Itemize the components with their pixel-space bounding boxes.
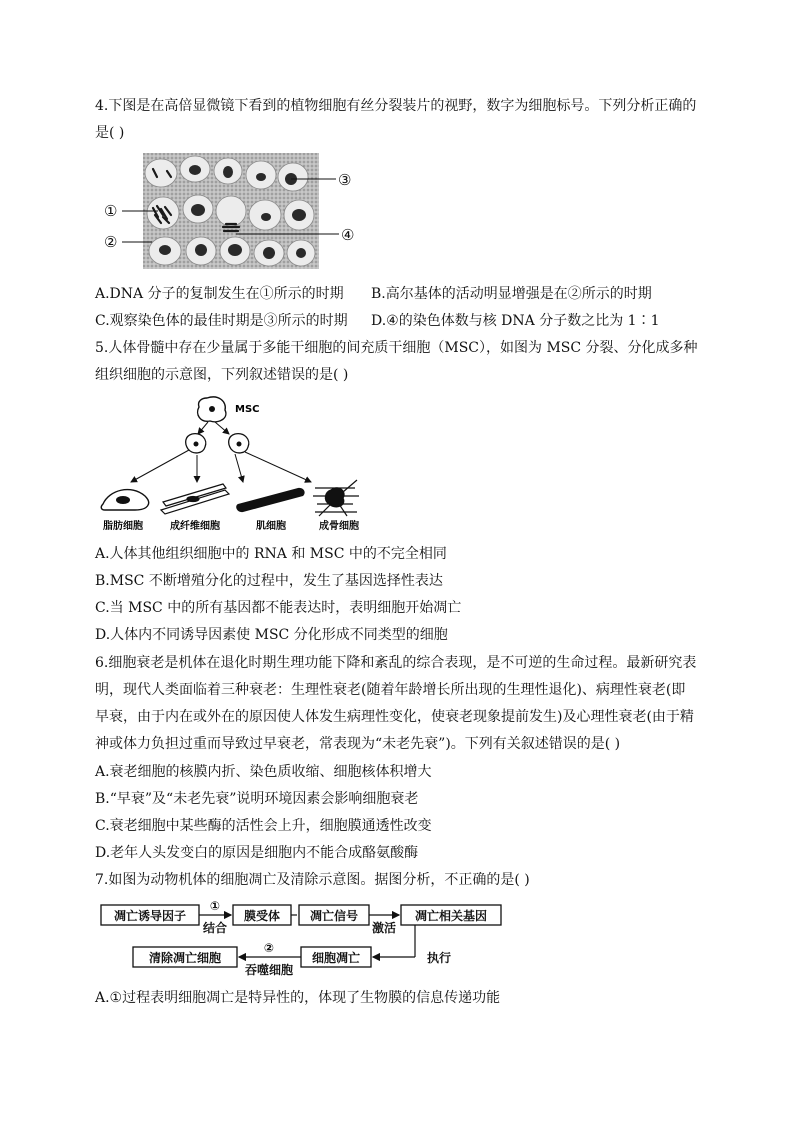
label-cell-1: ① — [104, 202, 118, 220]
label-cell-3: ③ — [338, 171, 352, 189]
step-2-marker: ② — [263, 941, 275, 955]
q4-option-d[interactable]: D.④的染色体数与核 DNA 分子数之比为 1∶1 — [371, 313, 660, 329]
q6-option-b[interactable]: B.“早衰”及“未老先衰”说明环境因素会影响细胞衰老 — [95, 791, 419, 807]
phagocyte-label: 吞噬细胞 — [244, 963, 294, 977]
q4-option-c[interactable]: C.观察染色体的最佳时期是③所示的时期 — [95, 313, 348, 329]
q4-option-b[interactable]: B.高尔基体的活动明显增强是在②所示的时期 — [371, 286, 652, 302]
msc-cell-icon — [198, 397, 226, 422]
apoptosis-flowchart — [95, 895, 515, 979]
box-clear-apoptotic-cells: 清除凋亡细胞 — [148, 951, 222, 965]
q6-stem-line1: 6.细胞衰老是机体在退化时期生理功能下降和紊乱的综合表现，是不可逆的生命过程。最新研究表 — [95, 655, 697, 671]
box-membrane-receptor: 膜受体 — [243, 909, 281, 923]
fibroblast-label: 成纤维细胞 — [170, 521, 220, 532]
q4-stem-line1: 4.下图是在高倍显微镜下看到的植物细胞有丝分裂装片的视野，数字为细胞标号。下列分析正确的 — [95, 98, 697, 114]
q5-stem-line2: 组织细胞的示意图，下列叙述错误的是( ) — [95, 367, 349, 383]
q5-option-d[interactable]: D.人体内不同诱导因素使 MSC 分化形成不同类型的细胞 — [95, 627, 448, 643]
step-1-marker: ① — [209, 899, 221, 913]
q7-stem: 7.如图为动物机体的细胞凋亡及清除示意图。据图分析，不正确的是( ) — [95, 872, 530, 888]
q6-option-c[interactable]: C.衰老细胞中某些酶的活性会上升，细胞膜通透性改变 — [95, 818, 432, 834]
daughter-cell-right — [229, 434, 249, 453]
msc-diagram — [95, 392, 375, 540]
q4-option-a[interactable]: A.DNA 分子的复制发生在①所示的时期 — [95, 286, 344, 302]
label-cell-2: ② — [104, 233, 118, 251]
osteoblast-label: 成骨细胞 — [319, 521, 359, 532]
box-apoptosis-inducer: 凋亡诱导因子 — [113, 909, 187, 923]
q6-stem-line2: 明，现代人类面临着三种衰老：生理性衰老(随着年龄增长所出现的生理性退化)、病理性衰老(即 — [95, 682, 686, 698]
q4-stem-line2: 是( ) — [95, 125, 125, 141]
q4-leader-lines — [0, 0, 794, 300]
q5-option-c[interactable]: C.当 MSC 中的所有基因都不能表达时，表明细胞开始凋亡 — [95, 600, 462, 616]
q6-option-a[interactable]: A.衰老细胞的核膜内折、染色质收缩、细胞核体积增大 — [95, 764, 432, 780]
fat-cell-icon — [101, 490, 148, 510]
muscle-cell-label: 肌细胞 — [256, 521, 286, 532]
label-cell-4: ④ — [341, 226, 355, 244]
q5-option-b[interactable]: B.MSC 不断增殖分化的过程中，发生了基因选择性表达 — [95, 573, 443, 589]
q6-option-d[interactable]: D.老年人头发变白的原因是细胞内不能合成酪氨酸酶 — [95, 845, 419, 861]
q6-stem-line4: 神或体力负担过重而导致过早衰老，常表现为“未老先衰”)。下列有关叙述错误的是( ) — [95, 736, 621, 752]
q6-stem-line3: 早衰，由于内在或外在的原因使人体发生病理性变化，使衰老现象提前发生)及心理性衰老(由于精 — [95, 709, 694, 725]
fibroblast-icon — [161, 484, 229, 514]
osteoblast-icon — [313, 480, 359, 516]
fat-cell-label: 脂肪细胞 — [103, 521, 143, 532]
q7-option-a[interactable]: A.①过程表明细胞凋亡是特异性的，体现了生物膜的信息传递功能 — [95, 990, 501, 1006]
box-cell-apoptosis: 细胞凋亡 — [311, 951, 361, 965]
box-apoptosis-signal: 凋亡信号 — [309, 909, 359, 923]
activate-label: 激活 — [371, 921, 397, 935]
box-apoptosis-genes: 凋亡相关基因 — [414, 909, 488, 923]
q5-option-a[interactable]: A.人体其他组织细胞中的 RNA 和 MSC 中的不完全相同 — [95, 546, 447, 562]
msc-label: MSC — [235, 404, 260, 415]
execute-label: 执行 — [426, 951, 452, 965]
q5-stem-line1: 5.人体骨髓中存在少量属于多能干细胞的间充质干细胞（MSC），如图为 MSC 分裂、分化成多种 — [95, 340, 698, 356]
bind-label: 结合 — [202, 921, 228, 935]
muscle-cell-icon — [236, 488, 304, 512]
